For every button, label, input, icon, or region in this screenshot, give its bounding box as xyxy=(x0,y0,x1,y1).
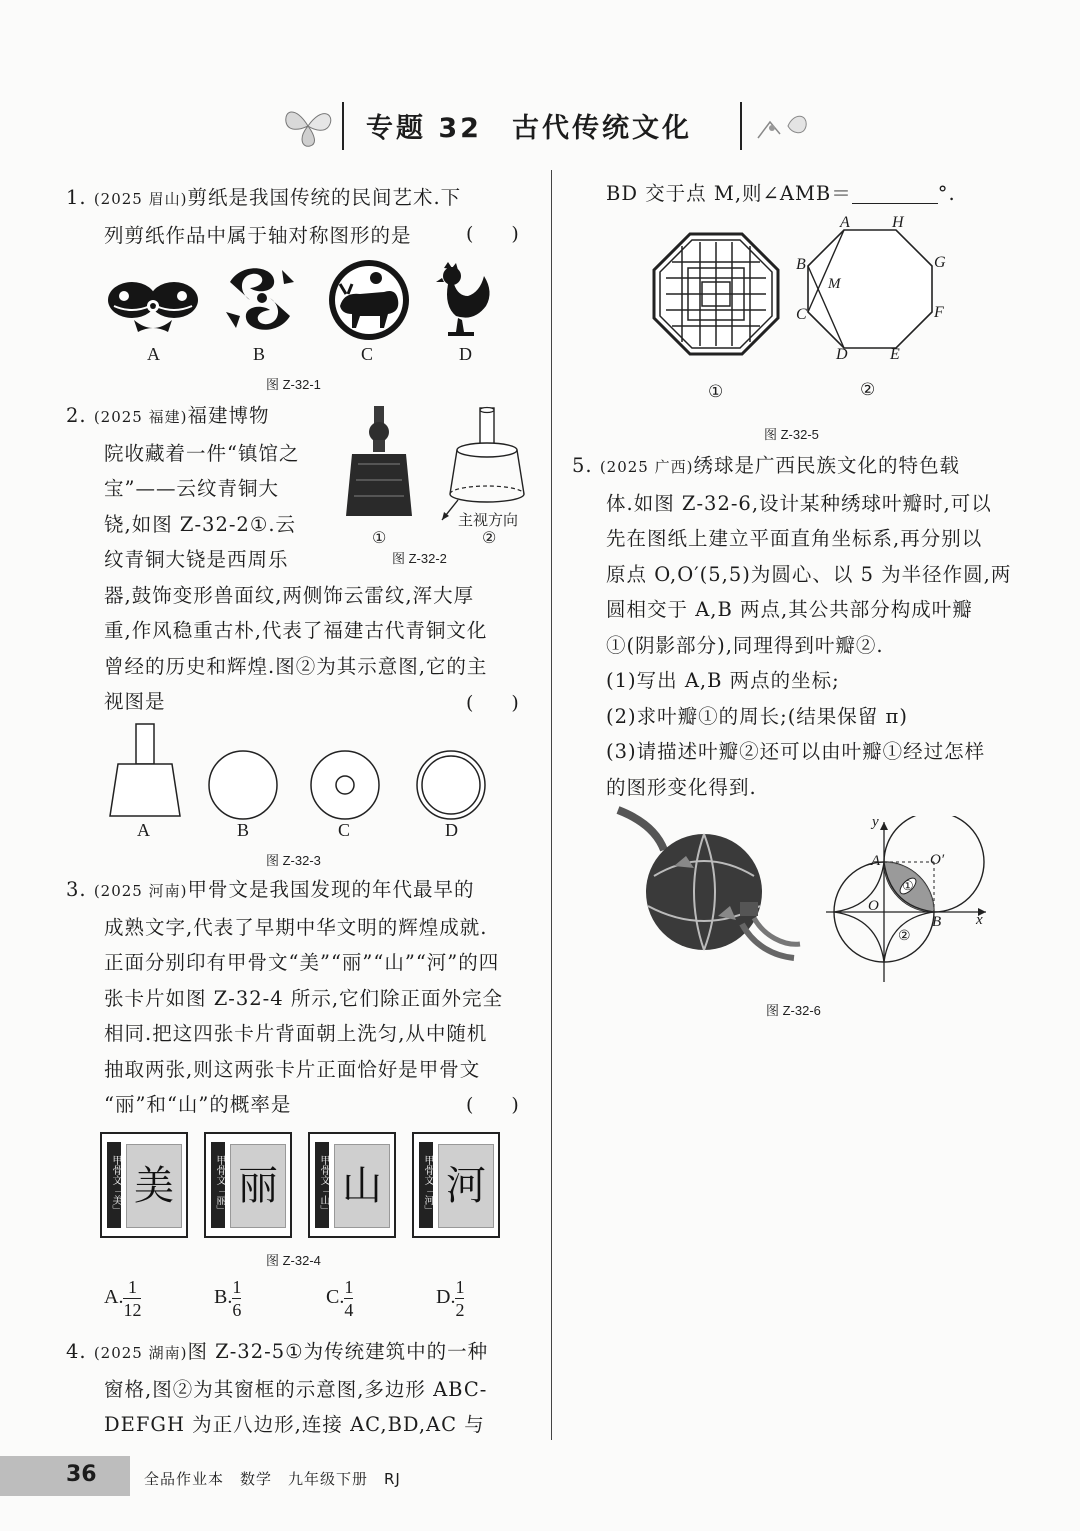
q2-line1: 福建博物 xyxy=(187,404,270,427)
q2-line6: 器,鼓饰变形兽面纹,两侧饰云雷纹,浑大厚 xyxy=(104,583,475,607)
q3-line3: 正面分别印有甲骨文“美”“丽”“山”“河”的四 xyxy=(104,951,500,974)
q2-figure-caption: 图 Z-32-2 xyxy=(392,551,447,566)
q2-option-c-figure xyxy=(308,748,382,822)
q1-label-c: C xyxy=(361,344,374,364)
q3-option-b-den: 6 xyxy=(232,1300,242,1320)
q2-option-label-c: C xyxy=(338,820,351,840)
q4-line2: 窗格,图②为其窗框的示意图,多边形 ABC- xyxy=(104,1377,488,1401)
q5-line2: 体.如图 Z-32-6,设计某种绣球叶瓣时,可以 xyxy=(606,491,992,515)
bronze-bell-photo xyxy=(344,404,414,520)
q4-source: (2025 湖南) xyxy=(93,1344,188,1362)
card-tag: 甲骨文「丽」 xyxy=(211,1142,225,1228)
papercut-c-ox-icon xyxy=(326,258,412,342)
q4-fig-label-1: ① xyxy=(708,382,724,402)
q5-figure-caption: 图 Z-32-6 xyxy=(766,1003,821,1018)
card-tag: 甲骨文「山」 xyxy=(315,1142,329,1228)
q2-line7: 重,作风稳重古朴,代表了福建古代青铜文化 xyxy=(104,619,488,642)
question-3 xyxy=(66,872,536,1123)
vertex-d: D xyxy=(836,346,848,363)
point-o-prime-label: O′ xyxy=(930,852,945,868)
q5-line1: 绣球是广西民族文化的特色载 xyxy=(693,454,960,477)
oracle-card-he xyxy=(412,1132,500,1238)
q2-option-d-figure xyxy=(414,748,488,822)
header-divider-right xyxy=(740,102,742,150)
card-tag: 甲骨文「美」 xyxy=(107,1142,121,1228)
q3-line4: 张卡片如图 Z-32-4 所示,它们除正面外完全 xyxy=(104,986,504,1010)
card-glyph: 山 xyxy=(334,1144,390,1228)
q4-figure-caption: 图 Z-32-5 xyxy=(764,427,819,442)
papercut-a-fish-icon xyxy=(104,270,202,336)
q1-line2: 列剪纸作品中属于轴对称图形的是 xyxy=(104,223,412,247)
petal-2-label: ② xyxy=(898,928,911,944)
q4-continued xyxy=(606,176,1026,212)
card-glyph: 美 xyxy=(126,1144,182,1228)
question-4 xyxy=(66,1334,536,1443)
flower-ornament-right-icon xyxy=(750,104,820,148)
q3-line5: 相同.把这四张卡片背面朝上洗匀,从中随机 xyxy=(104,1022,488,1045)
q2-line9: 视图是 xyxy=(104,690,166,713)
q3-number: 3. xyxy=(66,878,87,901)
q3-option-d-den: 2 xyxy=(455,1300,465,1320)
vertex-c: C xyxy=(796,306,807,323)
q4-fig-label-2: ② xyxy=(860,380,876,400)
page-header xyxy=(270,96,830,158)
q3-option-c-letter: C. xyxy=(326,1286,345,1309)
q3-source: (2025 河南) xyxy=(93,882,188,900)
q1-source: (2025 眉山) xyxy=(93,190,188,208)
q3-option-c[interactable] xyxy=(326,1276,353,1321)
q3-line7: “丽”和“山”的概率是 xyxy=(104,1093,292,1116)
page-title: 专题 32 古代传统文化 xyxy=(366,113,692,144)
q1-line1: 剪纸是我国传统的民间艺术.下 xyxy=(187,186,462,209)
vertex-h: H xyxy=(892,214,904,231)
q5-subq3: (3)请描述叶瓣②还可以由叶瓣①经过怎样 xyxy=(606,740,986,763)
vertex-e: E xyxy=(890,346,900,363)
q3-option-b-letter: B. xyxy=(214,1286,233,1309)
q3-option-d-letter: D. xyxy=(436,1286,456,1309)
q3-option-c-num: 1 xyxy=(344,1277,354,1297)
vertex-g: G xyxy=(934,254,946,271)
q1-label-d: D xyxy=(459,344,472,364)
q3-option-b-num: 1 xyxy=(232,1277,242,1297)
point-o-label: O xyxy=(868,898,879,914)
q2-options-caption: 图 Z-32-3 xyxy=(266,853,321,868)
q3-option-a[interactable] xyxy=(104,1276,141,1321)
vertex-b: B xyxy=(796,256,806,273)
q2-line8: 曾经的历史和辉煌.图②为其示意图,它的主 xyxy=(104,654,488,678)
flower-ornament-left-icon xyxy=(278,102,338,150)
q1-figure-caption: 图 Z-32-1 xyxy=(266,377,321,392)
card-glyph: 丽 xyxy=(230,1144,286,1228)
vertex-m: M xyxy=(828,276,841,292)
point-a-label: A xyxy=(871,853,881,869)
window-lattice-figure xyxy=(652,232,780,356)
papercut-b-swirl-icon xyxy=(222,262,298,336)
q3-option-b[interactable] xyxy=(214,1276,241,1321)
q3-option-c-den: 4 xyxy=(344,1300,354,1320)
book-title: 全品作业本 数学 九年级下册 RJ xyxy=(144,1470,401,1488)
q4-line1: 图 Z-32-5①为传统建筑中的一种 xyxy=(187,1340,489,1363)
q2-fig-label-1: ① xyxy=(372,528,387,547)
papercut-d-rooster-icon xyxy=(434,262,496,338)
axis-x-label: x xyxy=(976,912,983,928)
q2-option-a-figure xyxy=(104,720,186,820)
q4-number: 4. xyxy=(66,1340,87,1363)
footer-bar xyxy=(0,1456,130,1496)
header-divider-left xyxy=(342,102,344,150)
q2-line2: 院收藏着一件“镇馆之 xyxy=(104,441,300,465)
q3-line1: 甲骨文是我国发现的年代最早的 xyxy=(187,878,475,901)
oracle-card-shan xyxy=(308,1132,396,1238)
q2-option-label-d: D xyxy=(445,820,458,840)
q3-line2: 成熟文字,代表了早期中华文明的辉煌成就. xyxy=(104,915,488,939)
q1-label-b: B xyxy=(253,344,266,364)
bell-direction-label: 主视方向 xyxy=(458,511,519,529)
vertex-f: F xyxy=(934,304,944,321)
q2-line3: 宝”——云纹青铜大 xyxy=(104,477,279,500)
q2-source: (2025 福建) xyxy=(93,408,188,426)
q1-number: 1. xyxy=(66,186,87,209)
column-divider xyxy=(551,170,552,1440)
q2-line4: 铙,如图 Z-32-2①.云 xyxy=(104,512,297,536)
q2-answer-blank[interactable]: ( ) xyxy=(466,692,519,714)
page-number: 36 xyxy=(66,1462,97,1487)
petal-1-label: ① xyxy=(902,879,914,894)
q5-line4: 原点 O,O′(5,5)为圆心、以 5 为半径作圆,两 xyxy=(606,562,1012,586)
q5-subq1: (1)写出 A,B 两点的坐标; xyxy=(606,669,840,692)
vertex-a: A xyxy=(840,214,850,231)
q4-line4: BD 交于点 M,则∠AMB＝ xyxy=(606,182,852,205)
axis-y-label: y xyxy=(872,814,879,830)
q3-figure-caption: 图 Z-32-4 xyxy=(266,1253,321,1268)
q2-fig-label-2: ② xyxy=(482,528,497,547)
q4-line4-end: °. xyxy=(937,182,956,205)
leaf-coordinate-diagram xyxy=(822,816,992,986)
q5-line5: 圆相交于 A,B 两点,其公共部分构成叶瓣 xyxy=(606,598,973,621)
card-glyph: 河 xyxy=(438,1144,494,1228)
q2-option-label-a: A xyxy=(137,820,150,840)
q2-option-b-figure xyxy=(206,748,280,822)
q5-subq2: (2)求叶瓣①的周长;(结果保留 π) xyxy=(606,704,908,728)
q4-answer-blank[interactable] xyxy=(852,181,938,204)
octagon-schematic xyxy=(794,212,954,372)
q5-line3: 先在图纸上建立平面直角坐标系,再分别以 xyxy=(606,527,983,550)
embroidered-ball-photo xyxy=(614,806,804,970)
q5-subq3-cont: 的图形变化得到. xyxy=(606,775,757,799)
q2-number: 2. xyxy=(66,404,87,427)
q4-line3: DEFGH 为正八边形,连接 AC,BD,AC 与 xyxy=(104,1413,485,1436)
q3-option-a-letter: A. xyxy=(104,1286,124,1309)
q5-number: 5. xyxy=(572,454,593,477)
q3-option-a-num: 1 xyxy=(127,1277,137,1297)
point-b-label: B xyxy=(932,914,942,930)
question-5 xyxy=(572,448,1042,805)
q3-option-d[interactable] xyxy=(436,1276,464,1321)
q2-option-label-b: B xyxy=(237,820,250,840)
q3-option-a-den: 12 xyxy=(123,1300,142,1320)
q3-line6: 抽取两张,则这两张卡片正面恰好是甲骨文 xyxy=(104,1057,481,1081)
oracle-card-li xyxy=(204,1132,292,1238)
q2-line5: 纹青铜大铙是西周乐 xyxy=(104,548,289,571)
q3-answer-blank[interactable]: ( ) xyxy=(466,1094,519,1116)
q5-source: (2025 广西) xyxy=(599,458,694,476)
q3-option-d-num: 1 xyxy=(455,1277,465,1297)
q1-answer-blank[interactable]: ( ) xyxy=(466,223,519,245)
q1-label-a: A xyxy=(147,344,160,364)
oracle-card-mei xyxy=(100,1132,188,1238)
q5-line6: ①(阴影部分),同理得到叶瓣②. xyxy=(606,633,884,657)
card-tag: 甲骨文「河」 xyxy=(419,1142,433,1228)
